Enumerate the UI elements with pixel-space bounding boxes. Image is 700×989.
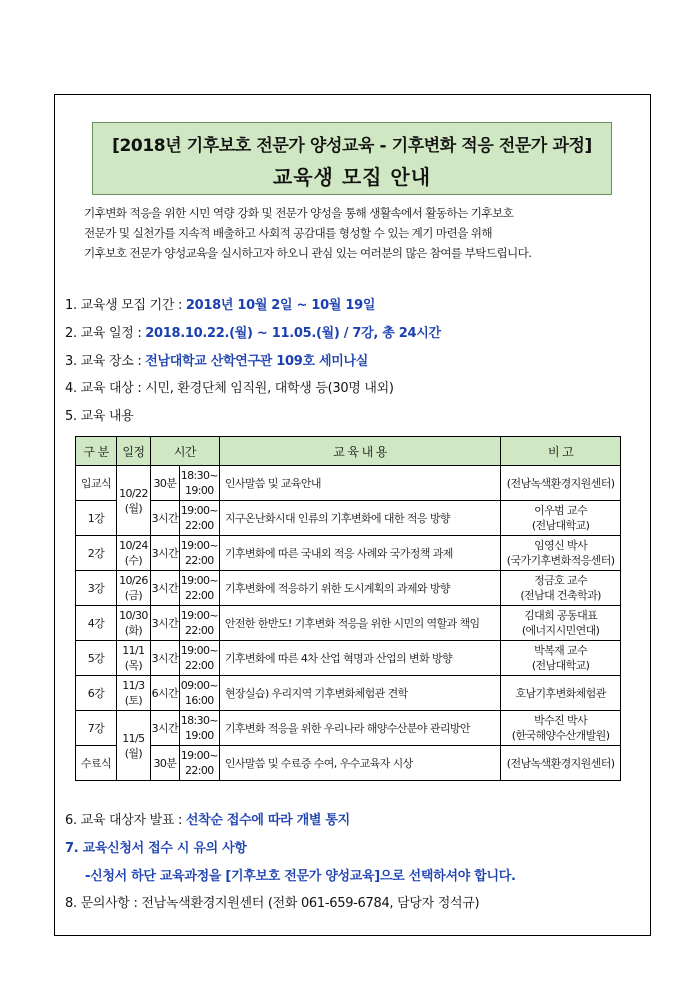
cell-time bbox=[179, 746, 219, 781]
time-start: 19:00~ bbox=[180, 574, 219, 587]
cell-note bbox=[501, 501, 621, 536]
weekday-text: (화) bbox=[124, 624, 143, 637]
intro-line: 기후변화 적응을 위한 시민 역량 강화 및 전문가 양성을 통해 생활속에서 활동하는 기후보호 bbox=[84, 206, 514, 220]
date-text: 10/24 bbox=[119, 539, 148, 552]
table-row bbox=[76, 711, 621, 746]
table-row bbox=[76, 676, 621, 711]
cell-content: 지구온난화시대 인류의 기후변화에 대한 적응 방향 bbox=[219, 501, 500, 536]
cell-date bbox=[116, 711, 150, 781]
cell-time bbox=[179, 711, 219, 746]
cell-time bbox=[179, 501, 219, 536]
time-end: 16:00 bbox=[185, 694, 214, 707]
intro-paragraph bbox=[84, 203, 632, 263]
cell-date bbox=[116, 571, 150, 606]
cell-gubun: 1강 bbox=[76, 501, 117, 536]
table-row bbox=[76, 466, 621, 501]
page-subtitle: 교육생 모집 안내 bbox=[272, 165, 432, 189]
time-end: 22:00 bbox=[185, 659, 214, 672]
cell-date bbox=[116, 466, 150, 536]
time-end: 22:00 bbox=[185, 589, 214, 602]
table-row bbox=[76, 641, 621, 676]
date-text: 11/3 bbox=[122, 679, 145, 692]
item-label: 1. 교육생 모집 기간 : bbox=[65, 298, 186, 313]
note-line: 정금호 교수 bbox=[534, 574, 588, 587]
note-line: 호남기후변화체험관 bbox=[515, 686, 606, 700]
cell-time bbox=[179, 641, 219, 676]
note-line: (한국해양수산개발원) bbox=[511, 729, 610, 742]
cell-date bbox=[116, 606, 150, 641]
cell-content: 안전한 한반도! 기후변화 적응을 위한 시민의 역할과 책임 bbox=[219, 606, 500, 641]
note-line: 박수진 박사 bbox=[534, 714, 588, 727]
item-location bbox=[65, 350, 368, 369]
time-start: 19:00~ bbox=[180, 644, 219, 657]
intro-line: 전문가 및 실천가를 지속적 배출하고 사회적 공감대를 형성할 수 있는 계기 마련을 위해 bbox=[84, 226, 493, 240]
time-end: 22:00 bbox=[185, 764, 214, 777]
time-end: 22:00 bbox=[185, 554, 214, 567]
cell-duration: 30분 bbox=[150, 466, 179, 501]
cell-gubun: 7강 bbox=[76, 711, 117, 746]
cell-gubun: 수료식 bbox=[76, 746, 117, 781]
note-line: (전남대학교) bbox=[531, 519, 590, 532]
col-header-content: 교 육 내 용 bbox=[219, 437, 500, 466]
cell-duration: 3시간 bbox=[150, 606, 179, 641]
note-line: 이우범 교수 bbox=[534, 504, 588, 517]
item-label: 2. 교육 일정 : bbox=[65, 326, 146, 341]
cell-time bbox=[179, 466, 219, 501]
cell-content: 현장실습) 우리지역 기후변화체험관 견학 bbox=[219, 676, 500, 711]
cell-note bbox=[501, 466, 621, 501]
cell-gubun: 6강 bbox=[76, 676, 117, 711]
weekday-text: (수) bbox=[124, 554, 143, 567]
item-label: 6. 교육 대상자 발표 : bbox=[65, 813, 186, 828]
cell-gubun: 4강 bbox=[76, 606, 117, 641]
date-text: 10/22 bbox=[119, 486, 148, 500]
item-contact: 8. 문의사항 : 전남녹색환경지원센터 (전화 061-659-6784, 담당자 정석규) bbox=[65, 896, 480, 911]
date-text: 10/26 bbox=[119, 574, 148, 587]
time-start: 19:00~ bbox=[180, 749, 219, 762]
title-box bbox=[92, 122, 612, 195]
weekday-text: (금) bbox=[124, 589, 143, 602]
cell-duration: 3시간 bbox=[150, 501, 179, 536]
cell-gubun: 입교식 bbox=[76, 466, 117, 501]
note-line: (국가기후변화적응센터) bbox=[506, 554, 615, 567]
weekday-text: (토) bbox=[124, 694, 143, 707]
item-recruit-period bbox=[65, 294, 375, 313]
weekday-text: (목) bbox=[124, 659, 143, 672]
item-announcement bbox=[65, 809, 350, 828]
item-content-heading: 5. 교육 내용 bbox=[65, 409, 134, 424]
note-line: (전남대학교) bbox=[531, 659, 590, 672]
date-text: 10/30 bbox=[119, 609, 148, 622]
item-schedule bbox=[65, 322, 441, 341]
table-row bbox=[76, 536, 621, 571]
note-line: (에너지시민연대) bbox=[521, 624, 600, 637]
cell-time bbox=[179, 606, 219, 641]
cell-content: 인사말씀 및 교육안내 bbox=[219, 466, 500, 501]
date-text: 11/1 bbox=[122, 644, 145, 657]
cell-note bbox=[501, 536, 621, 571]
cell-gubun: 3강 bbox=[76, 571, 117, 606]
time-start: 19:00~ bbox=[180, 504, 219, 517]
note-line: 임영신 박사 bbox=[534, 539, 588, 552]
note-line: (전남대 건축학과) bbox=[520, 589, 601, 602]
note-line: 김대희 공동대표 bbox=[524, 609, 598, 622]
time-end: 19:00 bbox=[185, 729, 214, 742]
item-value: 2018.10.22.(월) ~ 11.05.(월) / 7강, 총 24시간 bbox=[145, 326, 441, 341]
time-start: 09:00~ bbox=[180, 679, 219, 692]
cell-duration: 3시간 bbox=[150, 641, 179, 676]
note-line: (전남녹색환경지원센터) bbox=[506, 476, 615, 490]
time-start: 19:00~ bbox=[180, 609, 219, 622]
item-notice-heading: 7. 교육신청서 접수 시 유의 사항 bbox=[65, 841, 247, 856]
cell-duration: 3시간 bbox=[150, 571, 179, 606]
note-line: 박복재 교수 bbox=[534, 644, 588, 657]
cell-date bbox=[116, 676, 150, 711]
weekday-text: (월) bbox=[124, 746, 143, 760]
cell-content: 기후변화에 따른 국내외 적응 사례와 국가정책 과제 bbox=[219, 536, 500, 571]
item-target: 4. 교육 대상 : 시민, 환경단체 임직원, 대학생 등(30명 내외) bbox=[65, 381, 394, 396]
cell-duration: 3시간 bbox=[150, 711, 179, 746]
cell-time bbox=[179, 571, 219, 606]
cell-gubun: 2강 bbox=[76, 536, 117, 571]
cell-content: 기후변화 적응을 위한 우리나라 해양수산분야 관리방안 bbox=[219, 711, 500, 746]
cell-time bbox=[179, 536, 219, 571]
table-row bbox=[76, 501, 621, 536]
item-value: 선착순 접수에 따라 개별 통지 bbox=[185, 813, 350, 828]
col-header-date: 일정 bbox=[116, 437, 150, 466]
item-value: 2018년 10월 2일 ~ 10월 19일 bbox=[185, 298, 376, 313]
table-row bbox=[76, 746, 621, 781]
date-text: 11/5 bbox=[122, 731, 145, 745]
table-header-row bbox=[76, 437, 621, 466]
item-notice-detail: -신청서 하단 교육과정을 [기후보호 전문가 양성교육]으로 선택하셔야 합니다. bbox=[85, 869, 516, 884]
cell-note bbox=[501, 711, 621, 746]
cell-note bbox=[501, 641, 621, 676]
cell-date bbox=[116, 536, 150, 571]
cell-note bbox=[501, 746, 621, 781]
col-header-gubun: 구 분 bbox=[76, 437, 117, 466]
cell-note bbox=[501, 571, 621, 606]
time-end: 19:00 bbox=[185, 484, 214, 497]
table-row bbox=[76, 571, 621, 606]
item-value: 전남대학교 산학연구관 109호 세미나실 bbox=[145, 354, 369, 369]
weekday-text: (월) bbox=[124, 501, 143, 515]
cell-gubun: 5강 bbox=[76, 641, 117, 676]
cell-content: 인사말씀 및 수료증 수여, 우수교육자 시상 bbox=[219, 746, 500, 781]
time-start: 19:00~ bbox=[180, 539, 219, 552]
time-end: 22:00 bbox=[185, 519, 214, 532]
cell-duration: 6시간 bbox=[150, 676, 179, 711]
cell-duration: 30분 bbox=[150, 746, 179, 781]
cell-note bbox=[501, 676, 621, 711]
cell-duration: 3시간 bbox=[150, 536, 179, 571]
cell-content: 기후변화에 따른 4차 산업 혁명과 산업의 변화 방향 bbox=[219, 641, 500, 676]
col-header-note: 비 고 bbox=[501, 437, 621, 466]
schedule-table bbox=[75, 436, 621, 781]
page-title: [2018년 기후보호 전문가 양성교육 - 기후변화 적응 전문가 과정] bbox=[112, 136, 592, 156]
time-end: 22:00 bbox=[185, 624, 214, 637]
cell-content: 기후변화에 적응하기 위한 도시계획의 과제와 방향 bbox=[219, 571, 500, 606]
time-start: 18:30~ bbox=[180, 714, 219, 727]
cell-time bbox=[179, 676, 219, 711]
cell-note bbox=[501, 606, 621, 641]
cell-date bbox=[116, 641, 150, 676]
col-header-time: 시간 bbox=[150, 437, 219, 466]
note-line: (전남녹색환경지원센터) bbox=[506, 756, 615, 770]
time-start: 18:30~ bbox=[180, 469, 219, 482]
item-label: 3. 교육 장소 : bbox=[65, 354, 146, 369]
table-row bbox=[76, 606, 621, 641]
intro-line: 기후보호 전문가 양성교육을 실시하고자 하오니 관심 있는 여러분의 많은 참여를 부탁드립니다. bbox=[84, 246, 532, 260]
